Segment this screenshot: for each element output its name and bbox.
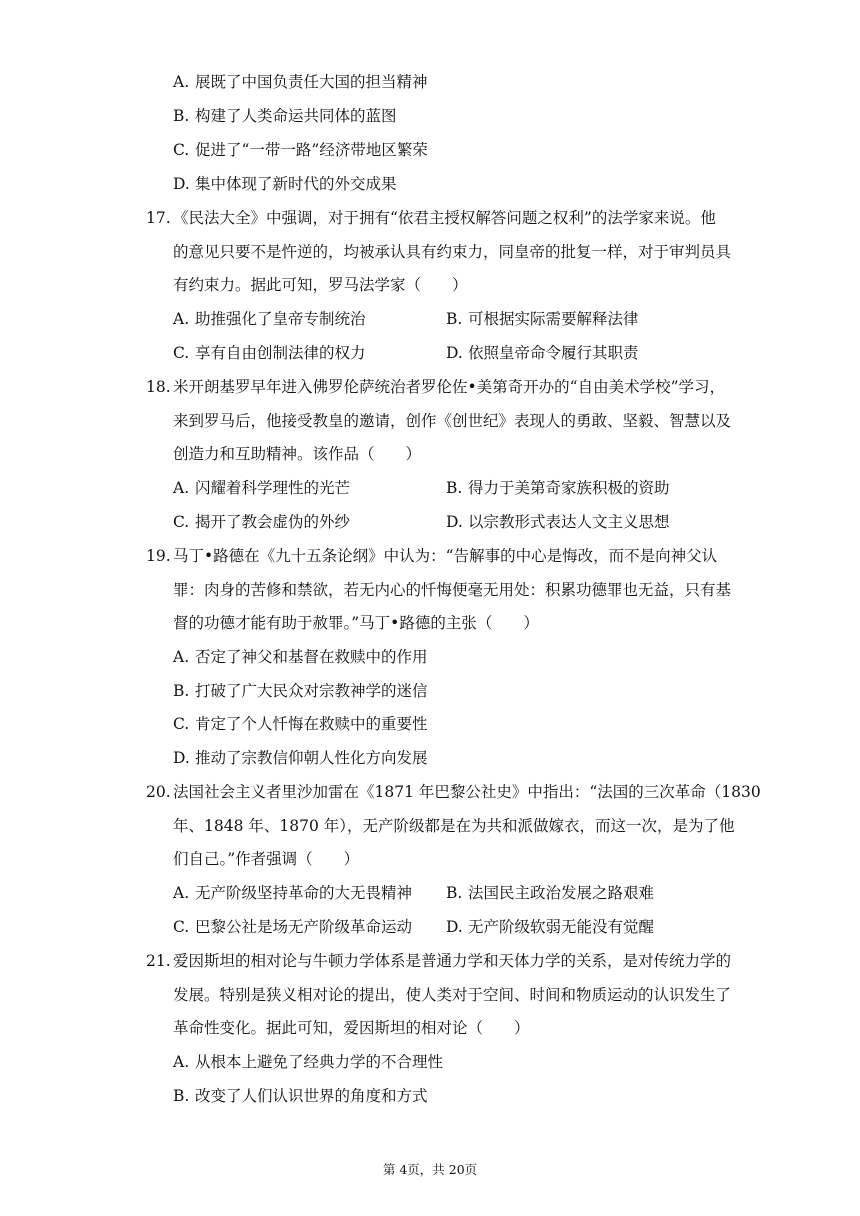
q17-option-c: C. 享有自由创制法律的权力 [173,344,366,362]
q21-stem-line-2: 发展。特别是狭义相对论的提出，使人类对于空间、时间和物质运动的认识发生了 [173,986,732,1004]
q17-stem-line-1: 17. 《民法大全》中强调，对于拥有“依君主授权解答问题之权利”的法学家来说。他 [0,203,860,233]
q16-option-a: A. 展既了中国负责任大国的担当精神 [173,73,428,91]
q19-option-c: C. 肯定了个人忏悔在救赎中的重要性 [173,715,428,733]
q17-stem-line-2: 的意见只要不是忤逆的，均被承认具有约束力，同皇帝的批复一样，对于审判员具 [173,243,732,261]
q19-option-a: A. 否定了神父和基督在救赎中的作用 [173,648,428,666]
q17-option-a: A. 助推强化了皇帝专制统治 [173,310,366,328]
q18-options-row-1 [0,473,860,503]
q16-option-c: C. 促进了“一带一路”经济带地区繁荣 [173,141,428,159]
q17-options-row-2 [0,338,860,368]
q18-stem-line-3: 创造力和互助精神。该作品（ ） [173,445,422,463]
q19-stem-line-1: 19. 马丁•路德在《九十五条论纲》中认为：“告解事的中心是悔改，而不是向神父认 [0,541,860,571]
q21-stem-line-3: 革命性变化。据此可知，爱因斯坦的相对论（ ） [173,1019,530,1037]
q20-option-c: C. 巴黎公社是场无产阶级革命运动 [173,918,413,936]
q20-stem-line-3: 们自己。”作者强调（ ） [173,850,360,868]
q18-option-a: A. 闪耀着科学理性的光芒 [173,479,351,497]
q16-option-d: D. 集中体现了新时代的外交成果 [173,175,397,193]
q20-option-a: A. 无产阶级坚持革命的大无畏精神 [173,884,413,902]
q20-stem-line-1: 20. 法国社会主义者里沙加雷在《1871 年巴黎公社史》中指出：“法国的三次革命（1830 [0,777,860,807]
q21-stem-line-1: 21. 爱因斯坦的相对论与牛顿力学体系是普通力学和天体力学的关系，是对传统力学的 [0,946,860,976]
q17-option-d: D. 依照皇帝命令履行其职责 [446,344,639,362]
q21-option-b: B. 改变了人们认识世界的角度和方式 [173,1087,428,1105]
q20-option-d: D. 无产阶级软弱无能没有觉醒 [446,918,655,936]
q20-stem-line-2: 年、1848 年、1870 年），无产阶级都是在为共和派做嫁衣，而这一次，是为了他 [173,817,735,835]
q21-option-a: A. 从根本上避免了经典力学的不合理性 [173,1053,444,1071]
question-number: 17. [146,209,171,227]
q18-options-row-2 [0,507,860,537]
q17-options-row-1 [0,304,860,334]
q20-options-row-1 [0,878,860,908]
q17-option-b: B. 可根据实际需要解释法律 [446,310,639,328]
q17-stem-line-3: 有约束力。据此可知，罗马法学家（ ） [173,276,468,294]
q19-option-d: D. 推动了宗教信仰朝人性化方向发展 [173,749,428,767]
q18-option-c: C. 揭开了教会虚伪的外纱 [173,513,351,531]
q18-stem-line-1: 18. 米开朗基罗早年进入佛罗伦萨统治者罗伦佐•美第奇开办的“自由美术学校”学习， [0,372,860,402]
q19-stem-line-3: 督的功德才能有助于赦罪。”马丁•路德的主张（ ） [173,614,539,632]
q16-option-b: B. 构建了人类命运共同体的蓝图 [173,107,397,125]
q19-option-b: B. 打破了广大民众对宗教神学的迷信 [173,682,428,700]
q20-options-row-2 [0,912,860,942]
page-footer: 第 4页，共 20页 [382,1162,478,1177]
question-number: 19. [146,547,171,565]
q18-option-d: D. 以宗教形式表达人文主义思想 [446,513,670,531]
q18-option-b: B. 得力于美第奇家族积极的资助 [446,479,670,497]
q20-option-b: B. 法国民主政治发展之路艰难 [446,884,655,902]
q18-stem-line-2: 来到罗马后，他接受教皇的邀请，创作《创世纪》表现人的勇敢、坚毅、智慧以及 [173,412,732,430]
question-number: 18. [146,378,171,396]
question-number: 20. [146,783,171,801]
question-number: 21. [146,952,171,970]
q19-stem-line-2: 罪：肉身的苦修和禁欲，若无内心的忏悔便毫无用处：积累功德罪也无益，只有基 [173,581,732,599]
